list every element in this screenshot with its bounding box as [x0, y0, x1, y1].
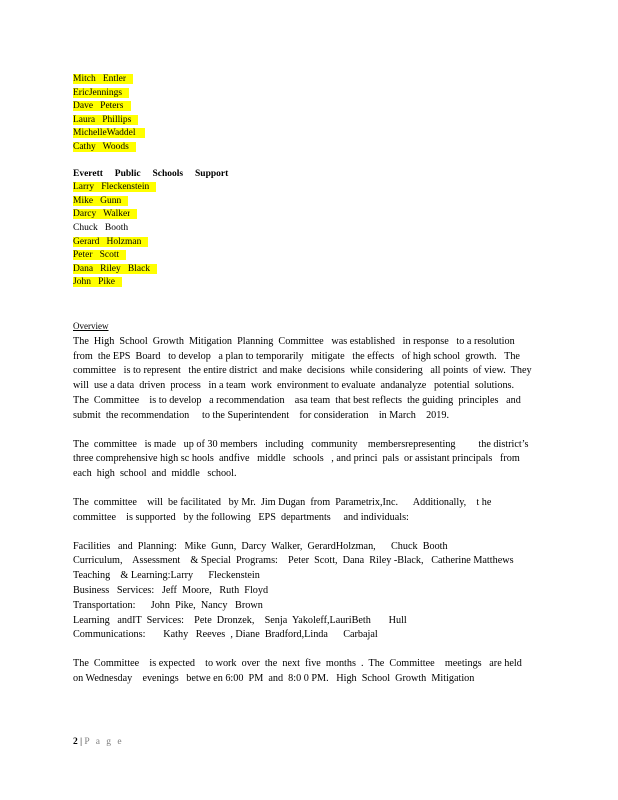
list-item: Darcy Walker	[73, 208, 228, 222]
page-footer	[73, 737, 124, 747]
overview-title: Overview	[73, 321, 109, 331]
department-line: Facilities and Planning: Mike Gunn, Darcy Walker, GerardHolzman, Chuck Booth	[73, 540, 448, 552]
committee-member-list	[73, 73, 228, 290]
list-item: Chuck Booth	[73, 222, 129, 233]
list-item: Mike Gunn	[73, 195, 228, 209]
eps-support-heading: Everett Public Schools Support	[73, 168, 229, 179]
overview-paragraph-4: The Committee is expected to work over the next five months . The Committee meetings are held on Wednesday evenings betwe en 6:00 PM and 8:0 0 PM. High School Growth Mitigation	[73, 658, 527, 684]
overview-paragraph-2: The committee is made up of 30 members including community membersrepresenting the district’s three comprehensive high sc hools andfive middle schools , and princi pals or assistant principals from each high school and middle school.	[73, 438, 532, 480]
eps-support-list	[73, 181, 228, 290]
list-item: Gerard Holzman	[73, 236, 228, 250]
department-line: Teaching & Learning:Larry Fleckenstein	[73, 570, 260, 582]
department-line: Transportation: John Pike, Nancy Brown	[73, 599, 263, 611]
overview-section	[73, 320, 537, 687]
list-item: Dana Riley Black	[73, 263, 228, 277]
department-line: Learning andIT Services: Pete Dronzek, Senja Yakoleff,LauriBeth Hull	[73, 614, 407, 626]
department-line: Curriculum, Assessment & Special Programs: Peter Scott, Dana Riley -Black, Catherine Matthews	[73, 555, 514, 567]
overview-paragraph-1: The High School Growth Mitigation Planning Committee was established in response to a resolution from the EPS Board to develop a plan to temporarily mitigate the effects of high school growth. The committee is to represent the entire district and make decisions while considering all points of view. They will use a data driven process in a team work environment to evaluate andanalyze potential solutions. The Committee is to develop a recommendation asa team that best reflects the guiding principles and submit the recommendation to the Superintendent for consideration in March 2019.	[73, 335, 537, 421]
list-item: EricJennings	[73, 87, 228, 101]
list-item: Cathy Woods	[73, 141, 228, 155]
list-item: Peter Scott	[73, 249, 228, 263]
list-item: Dave Peters	[73, 100, 228, 114]
footer-separator: |	[77, 737, 85, 747]
list-item: John Pike	[73, 276, 228, 290]
department-line: Business Services: Jeff Moore, Ruth Floyd	[73, 584, 269, 596]
page-number: 2	[73, 737, 78, 747]
overview-paragraph-3: The committee will be facilitated by Mr. Jim Dugan from Parametrix,Inc. Additionally, t he committee is supported by the following EPS departments and individuals:	[73, 496, 494, 523]
list-item: MichelleWaddel	[73, 127, 228, 141]
list-item: Mitch Entler	[73, 73, 228, 87]
list-item: Laura Phillips	[73, 114, 228, 128]
list-item: Larry Fleckenstein	[73, 181, 228, 195]
page-label: P a g e	[84, 737, 124, 747]
department-line: Communications: Kathy Reeves , Diane Bradford,Linda Carbajal	[73, 629, 378, 641]
